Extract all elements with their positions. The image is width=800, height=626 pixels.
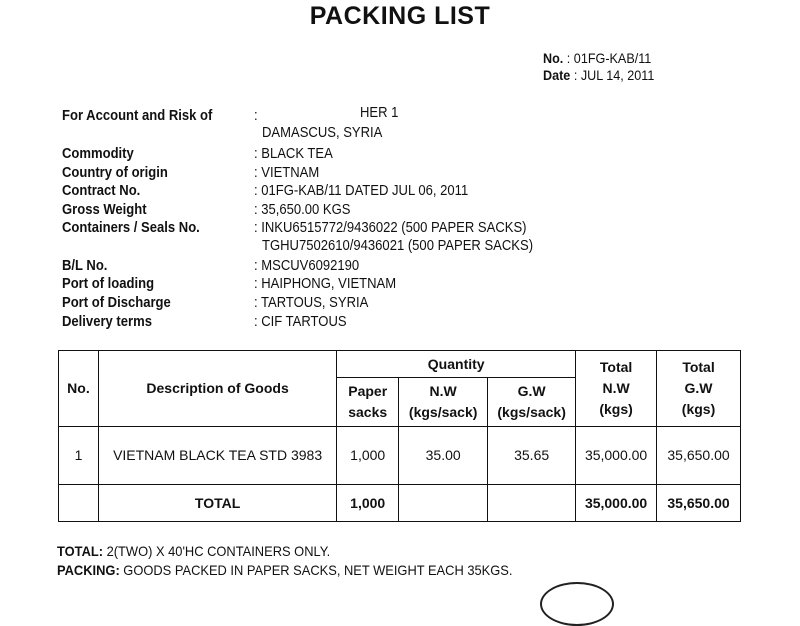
field-label: Gross Weight [62,202,147,218]
header-quantity: Quantity [337,351,576,378]
cell-empty [59,485,99,522]
table-row [59,427,741,485]
field-value: TGHU7502610/9436021 (500 PAPER SACKS) [262,238,534,254]
cell-no: 1 [59,427,99,485]
header-gw: G.W (kgs/sack) [488,378,576,427]
field-value: : VIETNAM [254,165,320,181]
cell-gw: 35.65 [488,427,576,485]
account-name: HER 1 [360,105,399,121]
cell-total-gw: 35,650.00 [657,427,741,485]
cell-empty [488,485,576,522]
field-label: Commodity [62,146,134,162]
field-value: : BLACK TEA [254,146,333,162]
field-label: Port of Discharge [62,295,171,311]
footer-total-text: 2(TWO) X 40'HC CONTAINERS ONLY. [106,543,331,559]
field-label: Containers / Seals No. [62,220,200,236]
field-label: B/L No. [62,258,108,274]
total-row [59,485,741,522]
cell-sacks: 1,000 [337,427,399,485]
field-value: DAMASCUS, SYRIA [262,125,383,141]
doc-number [543,50,651,66]
header-nw: N.W (kgs/sack) [399,378,488,427]
field-label: Country of origin [62,165,168,181]
footer-packing-text: GOODS PACKED IN PAPER SACKS, NET WEIGHT EACH 35KGS. [123,562,513,578]
header-paper-sacks: Paper sacks [337,378,399,427]
field-label: Contract No. [62,183,141,199]
total-gw: 35,650.00 [657,485,741,522]
header-description: Description of Goods [98,351,336,427]
field-value: : 35,650.00 KGS [254,202,351,218]
field-value: : INKU6515772/9436022 (500 PAPER SACKS) [254,220,527,236]
total-label: TOTAL [98,485,336,522]
footer-total [57,543,330,559]
no-label: No. [543,50,564,66]
cell-empty [399,485,488,522]
stamp-edge [540,582,614,626]
total-nw: 35,000.00 [576,485,657,522]
header-total-nw: Total N.W (kgs) [576,351,657,427]
footer-total-label: TOTAL: [57,543,104,559]
field-value: : MSCUV6092190 [254,258,360,274]
field-value: : [254,108,258,124]
header-row [59,351,741,378]
field-label: Delivery terms [62,314,152,330]
total-sacks: 1,000 [337,485,399,522]
date-value: : JUL 14, 2011 [573,67,655,83]
cell-nw: 35.00 [399,427,488,485]
field-value: : HAIPHONG, VIETNAM [254,276,397,292]
footer-packing-label: PACKING: [57,562,120,578]
packing-table [58,350,741,522]
doc-date [543,67,654,83]
document-title: PACKING LIST [309,2,491,30]
date-label: Date [543,67,571,83]
field-value: : CIF TARTOUS [254,314,347,330]
field-value: : 01FG-KAB/11 DATED JUL 06, 2011 [254,183,469,199]
field-value: : TARTOUS, SYRIA [254,295,369,311]
footer-packing [57,562,512,578]
field-label: For Account and Risk of [62,108,213,124]
field-label: Port of loading [62,276,155,292]
header-total-gw: Total G.W (kgs) [657,351,741,427]
cell-total-nw: 35,000.00 [576,427,657,485]
header-no: No. [59,351,99,427]
cell-description: VIETNAM BLACK TEA STD 3983 [98,427,336,485]
no-value: : 01FG-KAB/11 [566,50,652,66]
